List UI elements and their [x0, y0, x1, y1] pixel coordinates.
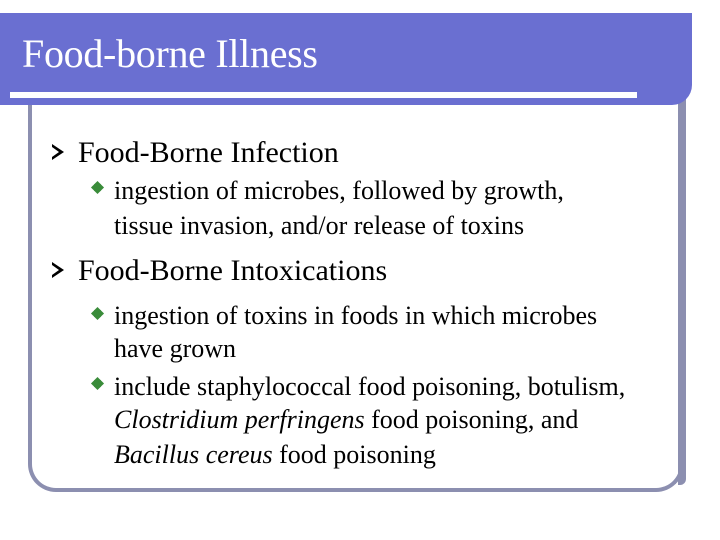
- sub-bullet-text: food poisoning: [272, 440, 436, 469]
- organism-name: Clostridium perfringens: [114, 405, 365, 434]
- sub-bullet-line: ingestion of microbes, followed by growth,: [114, 176, 564, 205]
- arrow-bullet-icon: [52, 262, 64, 278]
- sub-bullet-text: food poisoning, and: [364, 405, 579, 434]
- bullet-food-borne-intoxications: Food-Borne Intoxications: [78, 254, 388, 287]
- diamond-bullet-icon: [92, 182, 104, 194]
- organism-name: Bacillus cereus: [114, 440, 273, 469]
- sub-bullet-line: include staphylococcal food poisoning, botulism,: [114, 372, 626, 401]
- diamond-bullet-icon: [92, 308, 104, 320]
- slide-title: Food-borne Illness: [22, 31, 318, 76]
- frame-right-edge: [678, 95, 686, 485]
- diamond-bullet-icon: [92, 378, 104, 390]
- title-underline: [10, 92, 637, 98]
- sub-bullet-line: [114, 403, 578, 436]
- sub-bullet-line: have grown: [114, 334, 237, 363]
- arrow-bullet-icon: [52, 144, 64, 160]
- sub-bullet-line: ingestion of toxins in foods in which microbes: [114, 301, 598, 330]
- bullet-food-borne-infection: Food-Borne Infection: [78, 136, 339, 169]
- sub-bullet-line: [114, 438, 436, 471]
- sub-bullet-line: tissue invasion, and/or release of toxins: [114, 211, 525, 240]
